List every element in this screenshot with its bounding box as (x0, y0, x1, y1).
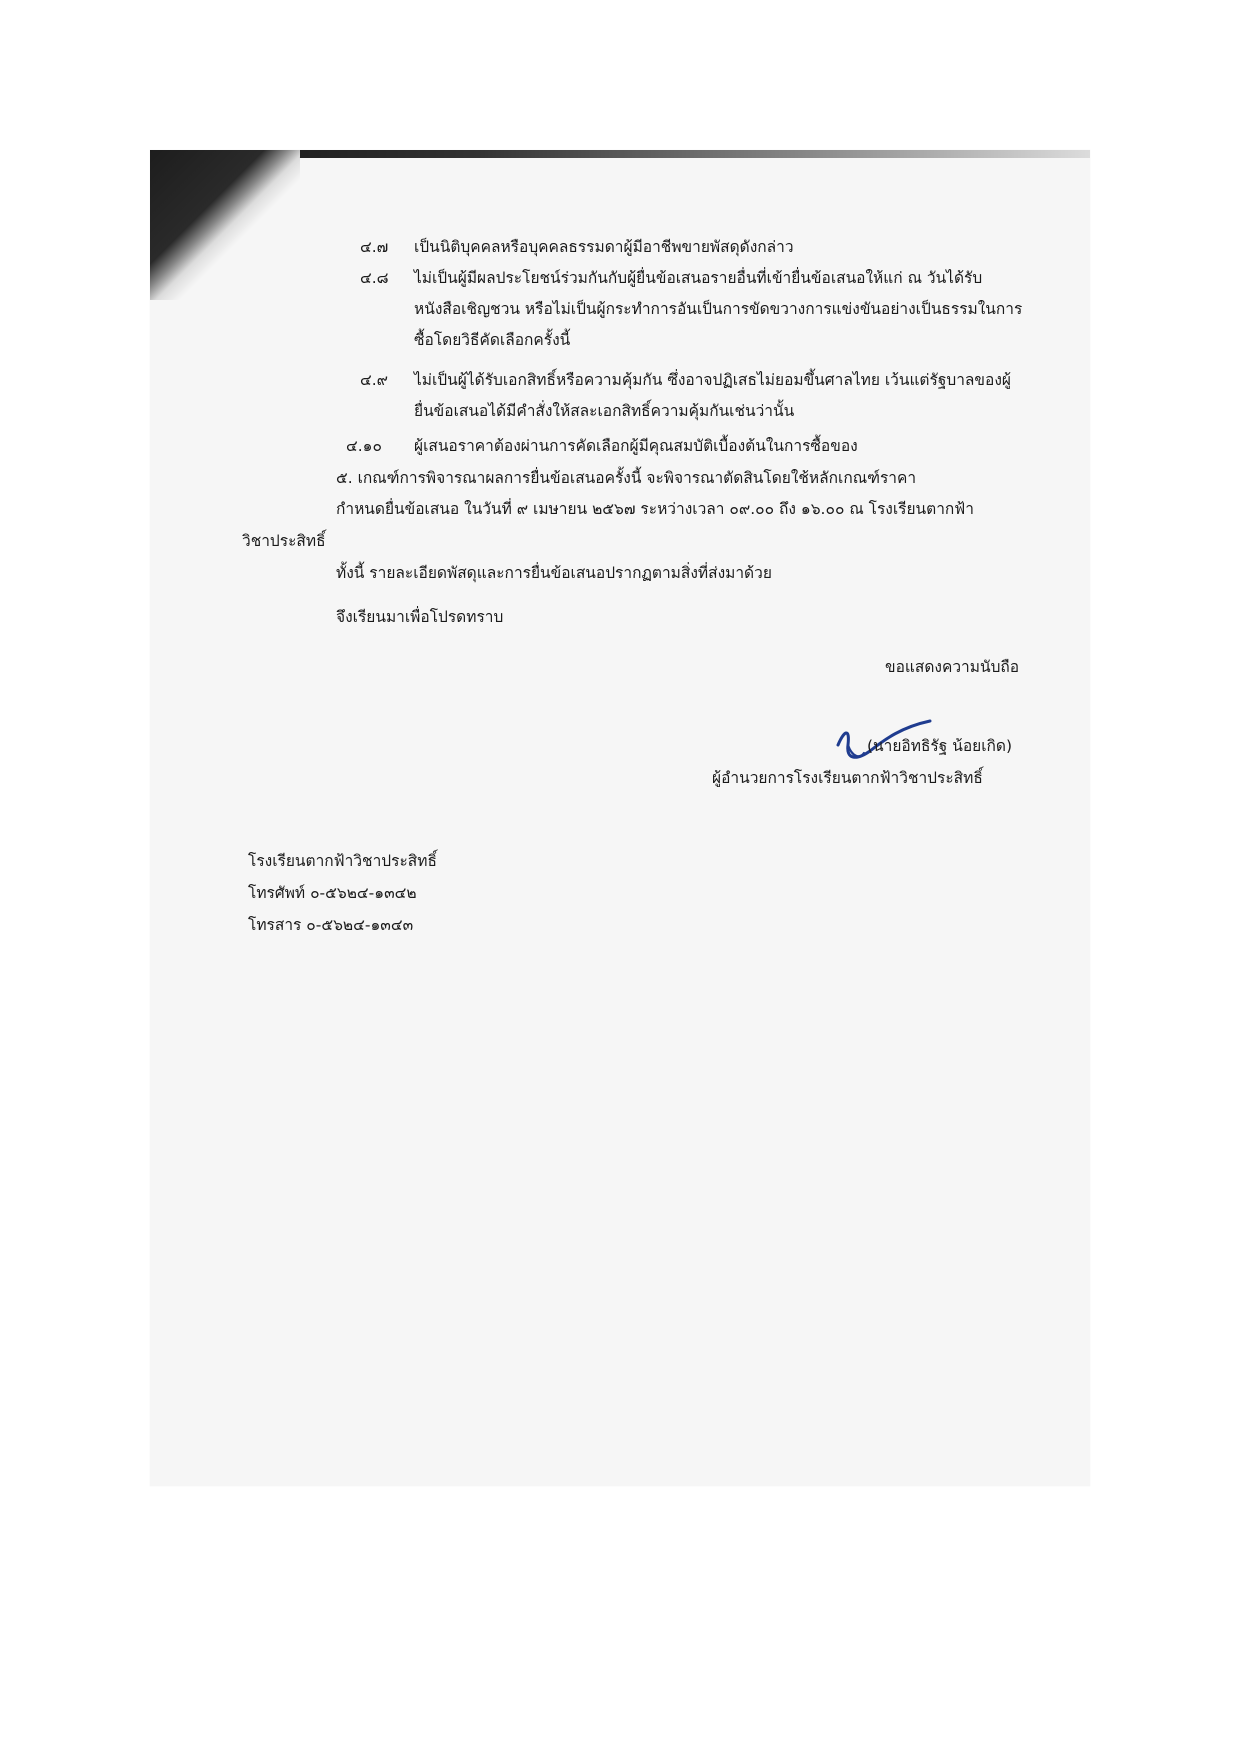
item-number: ๔.๗ (360, 238, 389, 256)
details-line: ทั้งนี้ รายละเอียดพัสดุและการยื่นข้อเสนอปรากฏตามสิ่งที่ส่งมาด้วย (336, 564, 772, 582)
item-text: ผู้เสนอราคาต้องผ่านการคัดเลือกผู้มีคุณสมบัติเบื้องต้นในการซื้อของ (414, 437, 858, 455)
item-4-10 (346, 435, 858, 457)
item-text: ไม่เป็นผู้ได้รับเอกสิทธิ์หรือความคุ้มกัน ซึ่งอาจปฏิเสธไม่ยอมขึ้นศาลไทย เว้นแต่รัฐบาลของผู้ (414, 371, 1011, 389)
item-text: เป็นนิติบุคคลหรือบุคคลธรรมดาผู้มีอาชีพขายพัสดุดังกล่าว (414, 238, 794, 256)
item-4-9-line-2 (414, 400, 794, 422)
signer-title: ผู้อำนวยการโรงเรียนตากฟ้าวิชาประสิทธิ์ (712, 769, 983, 787)
footer-phone: โทรศัพท์ ๐-๕๖๒๔-๑๓๔๒ (248, 884, 417, 902)
item-text: ยื่นข้อเสนอได้มีคำสั่งให้สละเอกสิทธิ์ความคุ้มกันเช่นว่านั้น (414, 402, 795, 420)
item-number: ๔.๑๐ (346, 437, 382, 455)
footer-org: โรงเรียนตากฟ้าวิชาประสิทธิ์ (248, 852, 437, 870)
regards-line: ขอแสดงความนับถือ (885, 658, 1020, 676)
scanned-page (150, 150, 1090, 1486)
footer-fax: โทรสาร ๐-๕๖๒๔-๑๓๔๓ (248, 916, 414, 934)
item-4-8-line-3 (414, 329, 570, 351)
folded-corner-shadow (150, 150, 300, 300)
item-4-9 (360, 369, 1011, 391)
item-number: ๔.๙ (360, 371, 389, 389)
item-4-8 (360, 267, 982, 289)
deadline-line: กำหนดยื่นข้อเสนอ ในวันที่ ๙ เมษายน ๒๕๖๗ ระหว่างเวลา ๐๙.๐๐ ถึง ๑๖.๐๐ ณ โรงเรียนตากฟ้า (336, 500, 974, 518)
criteria-line: ๕. เกณฑ์การพิจารณาผลการยื่นข้อเสนอครั้งนี้ จะพิจารณาตัดสินโดยใช้หลักเกณฑ์ราคา (336, 469, 917, 487)
closing-line: จึงเรียนมาเพื่อโปรดทราบ (336, 608, 504, 626)
item-4-8-line-2 (414, 298, 1022, 320)
item-4-7 (360, 236, 794, 258)
item-text: หนังสือเชิญชวน หรือไม่เป็นผู้กระทำการอันเป็นการขัดขวางการแข่งขันอย่างเป็นธรรมในการ (414, 300, 1023, 318)
item-text: ไม่เป็นผู้มีผลประโยชน์ร่วมกันกับผู้ยื่นข้อเสนอรายอื่นที่เข้ายื่นข้อเสนอให้แก่ ณ วันได้รับ (414, 269, 983, 287)
item-number: ๔.๘ (360, 269, 389, 287)
deadline-continuation: วิชาประสิทธิ์ (242, 532, 326, 550)
item-text: ซื้อโดยวิธีคัดเลือกครั้งนี้ (414, 331, 571, 349)
signer-name: (นายอิทธิรัฐ น้อยเกิด) (867, 737, 1013, 755)
